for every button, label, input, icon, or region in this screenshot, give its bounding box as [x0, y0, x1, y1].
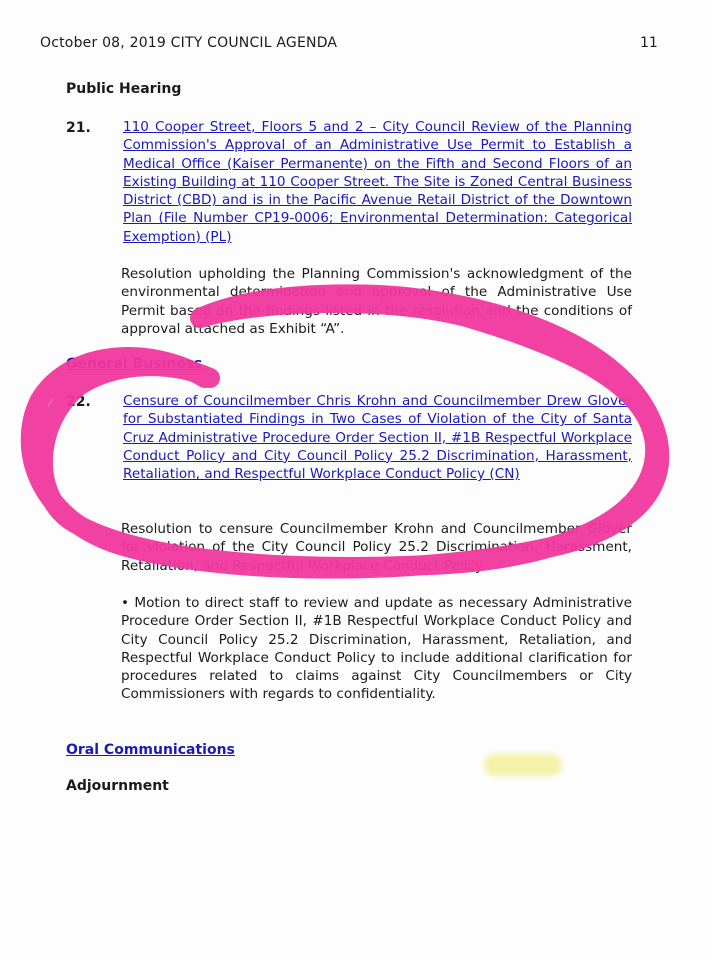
item-22-title-link[interactable]: Censure of Councilmember Chris Krohn and Councilmember Drew Glover for Substantiated Findings in Two Cases of Violation of the City of Santa Cruz Administrative Procedure Order Section II, #1B Respectful Workplace Conduct Policy and City Council Policy 25.2 Discrimination, Harassment, Retaliation, and Respectful Workplace Conduct Policy (CN) [123, 393, 632, 483]
general-business-heading-link[interactable]: General Business [66, 356, 203, 372]
agenda-header-title: October 08, 2019 CITY COUNCIL AGENDA [40, 35, 338, 51]
item-22-motion: • Motion to direct staff to review and update as necessary Administrative Procedure Order Section II, #1B Respectful Workplace Conduct Policy and City Council Policy 25.2 Discrimination, Harassment, Retaliation, and Respectful Workplace Conduct Policy to include additional clarification for procedures related to claims against City Councilmembers or City Commissioners with regards to confidentiality. [121, 595, 632, 703]
item-22-number: 22. [66, 394, 91, 410]
public-hearing-heading: Public Hearing [66, 81, 182, 97]
item-21-title-link[interactable]: 110 Cooper Street, Floors 5 and 2 – City Council Review of the Planning Commission's Approval of an Administrative Use Permit to Establish a Medical Office (Kaiser Permanente) on the Fifth and Second Floors of an Existing Building at 110 Cooper Street. The Site is Zoned Central Business District (CBD) and is in the Pacific Avenue Retail District of the Downtown Plan (File Number CP19-0006; Environmental Determination: Categorical Exemption) (PL) [123, 119, 632, 245]
highlighter-mark [484, 754, 562, 776]
item-21-number: 21. [66, 120, 91, 136]
page-number: 11 [640, 35, 658, 51]
item-21-description: Resolution upholding the Planning Commission's acknowledgment of the environmental determination and approval of the Administrative Use Permit based on the findings listed in the resolution and the conditions of approval attached as Exhibit “A”. [121, 266, 632, 337]
adjournment-heading: Adjournment [66, 778, 169, 794]
item-22-resolution: Resolution to censure Councilmember Krohn and Councilmember Glover for violation of the City Council Policy 25.2 Discrimination, Harassment, Retaliation, and Respectful Workplace Conduct Policy. [121, 521, 632, 574]
oral-communications-link[interactable]: Oral Communications [66, 742, 235, 758]
